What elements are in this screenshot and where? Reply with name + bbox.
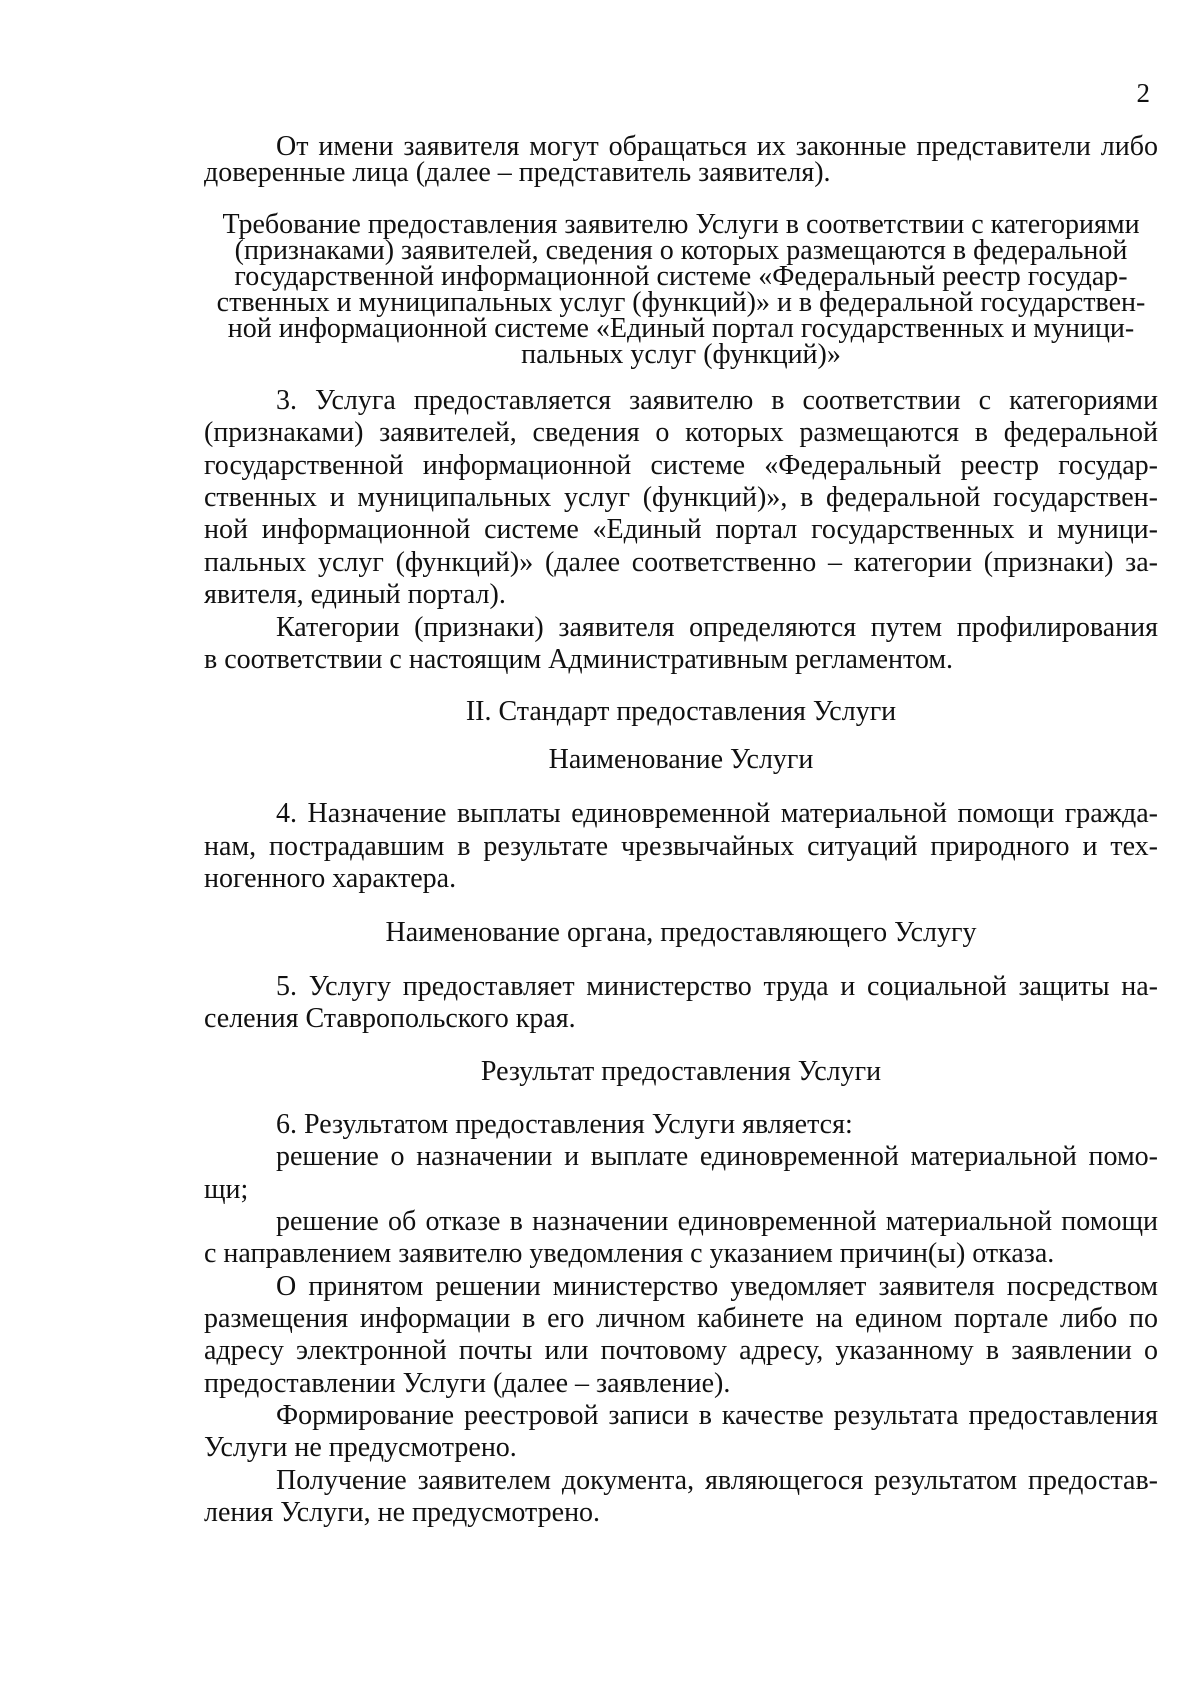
document-line: государственной информационной системе «Федеральный реестр государ- <box>234 261 1128 292</box>
document-line: адресу электронной почты или почтовому адресу, указанному в заявлении о <box>204 1335 1158 1366</box>
document-line: 4. Назначение выплаты единовременной материальной помощи гражда- <box>276 798 1158 829</box>
document-line: (признаками) заявителей, сведения о которых размещаются в федеральной <box>204 417 1158 448</box>
document-line: предоставлении Услуги (далее – заявление). <box>204 1368 731 1399</box>
document-line: Результат предоставления Услуги <box>480 1056 882 1087</box>
document-line: ственных и муниципальных услуг (функций)» и в федеральной государствен- <box>216 287 1146 318</box>
document-line: 5. Услугу предоставляет министерство труда и социальной защиты на- <box>276 971 1158 1002</box>
document-line: размещения информации в его личном кабинете на едином портале либо по <box>204 1303 1158 1334</box>
document-line: Формирование реестровой записи в качестве результата предоставления <box>276 1400 1158 1431</box>
page-number: 2 <box>1136 78 1150 108</box>
document-line: Получение заявителем документа, являющегося результатом предостав- <box>276 1465 1158 1496</box>
document-line: с направлением заявителю уведомления с указанием причин(ы) отказа. <box>204 1238 1055 1269</box>
document-line: государственной информационной системе «Федеральный реестр государ- <box>204 450 1158 481</box>
document-line: Категории (признаки) заявителя определяются путем профилирования <box>276 612 1158 643</box>
document-line: II. Стандарт предоставления Услуги <box>465 696 897 727</box>
document-line: ной информационной системе «Единый портал государственных и муници- <box>227 313 1135 344</box>
document-line: решение о назначении и выплате единовременной материальной помо- <box>276 1141 1158 1172</box>
document-line: пальных услуг (функций)» (далее соответственно – категории (признаки) за- <box>204 547 1158 578</box>
document-line: Наименование органа, предоставляющего Услугу <box>385 917 977 948</box>
document-line: ственных и муниципальных услуг (функций)», в федеральной государствен- <box>204 482 1158 513</box>
document-line: щи; <box>204 1174 249 1205</box>
document-line: О принятом решении министерство уведомляет заявителя посредством <box>276 1271 1158 1302</box>
document-line: нам, пострадавшим в результате чрезвычайных ситуаций природного и тех- <box>204 831 1158 862</box>
document-line: явителя, единый портал). <box>204 579 506 610</box>
document-line: От имени заявителя могут обращаться их законные представители либо <box>276 131 1158 162</box>
document-line: 3. Услуга предоставляется заявителю в соответствии с категориями <box>276 385 1158 416</box>
document-line: Услуги не предусмотрено. <box>204 1432 517 1463</box>
document-line: ления Услуги, не предусмотрено. <box>204 1497 601 1528</box>
document-line: Наименование Услуги <box>548 744 814 775</box>
document-line: в соответствии с настоящим Административным регламентом. <box>204 644 954 675</box>
document-line: доверенные лица (далее – представитель заявителя). <box>204 157 831 188</box>
document-line: решение об отказе в назначении единовременной материальной помощи <box>276 1206 1158 1237</box>
document-line: (признаками) заявителей, сведения о которых размещаются в федеральной <box>234 235 1128 266</box>
document-line: ной информационной системе «Единый портал государственных и муници- <box>204 514 1158 545</box>
document-line: 6. Результатом предоставления Услуги является: <box>276 1109 853 1140</box>
document-line: Требование предоставления заявителю Услуги в соответствии с категориями <box>222 209 1140 240</box>
document-line: ногенного характера. <box>204 863 457 894</box>
document-line: пальных услуг (функций)» <box>521 339 841 370</box>
document-line: селения Ставропольского края. <box>204 1003 576 1034</box>
